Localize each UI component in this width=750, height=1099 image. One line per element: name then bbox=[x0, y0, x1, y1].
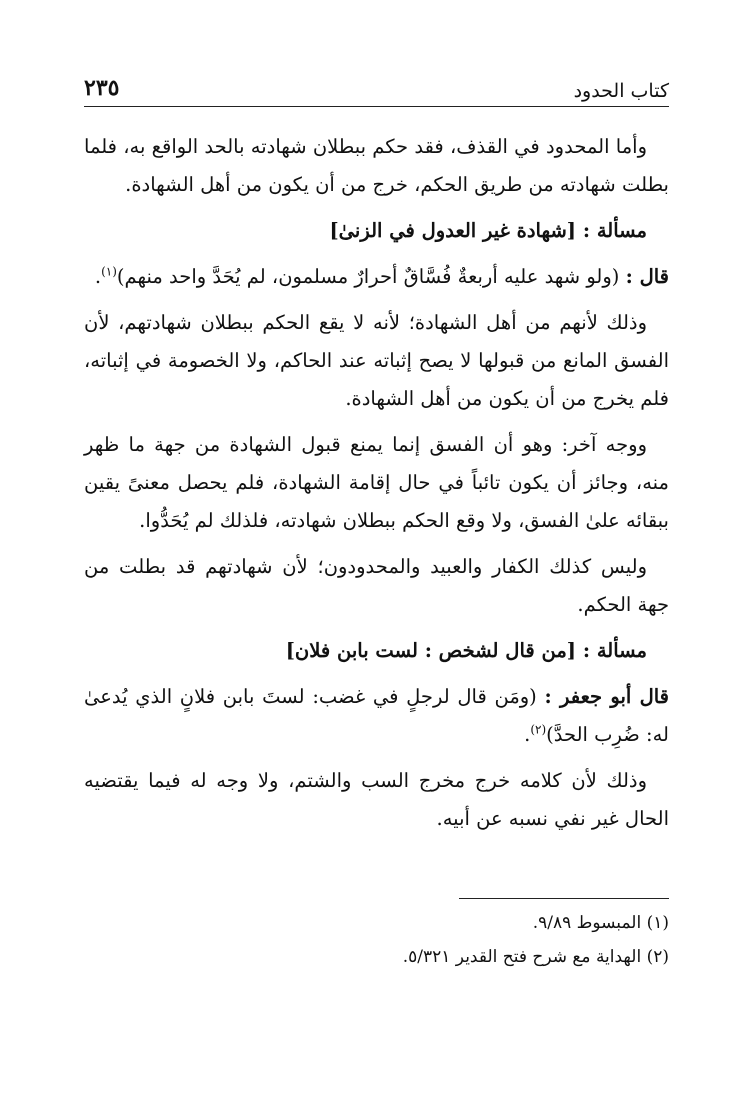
footnote-divider bbox=[459, 898, 669, 899]
issue-label: مسألة : bbox=[582, 639, 647, 662]
issue-title: [شهادة غير العدول في الزنىٰ] bbox=[329, 219, 577, 242]
issue-label: مسألة : bbox=[582, 219, 647, 242]
footnote-1: (١) المبسوط ٩/٨٩. bbox=[532, 913, 669, 933]
page-number: ٢٣٥ bbox=[84, 75, 120, 101]
paragraph-1: وأما المحدود في القذف، فقد حكم ببطلان شهادته بالحد الواقع به، فلما بطلت شهادته من طريق الحكم، خرج من أن يكون من أهل الشهادة. bbox=[84, 135, 669, 196]
paragraph-3: ووجه آخر: وهو أن الفسق إنما يمنع قبول الشهادة من جهة ما ظهر منه، وجائز أن يكون تائباً في حال إقامة الشهادة، فلم يحصل معنىً يقين ببقائه علىٰ الفسق، ولا وقع الحكم ببطلان شهادته، فلذلك لم يُحَدُّوا. bbox=[84, 433, 669, 532]
quote-end: . bbox=[94, 265, 102, 288]
quote-text: (ومَن قال لرجلٍ في غضب: لستَ بابن فلانٍ الذي يُدعىٰ له: ضُرِب الحدَّ) bbox=[84, 685, 669, 746]
quote-2 bbox=[84, 678, 669, 754]
quote-1 bbox=[84, 258, 669, 296]
footnotes bbox=[84, 906, 669, 974]
footnote-ref-1: (١) bbox=[101, 264, 117, 279]
footnote-2: (٢) الهداية مع شرح فتح القدير ٥/٣٢١. bbox=[402, 947, 669, 967]
issue-heading-1 bbox=[84, 212, 669, 250]
paragraph-4: وليس كذلك الكفار والعبيد والمحدودون؛ لأن شهادتهم قد بطلت من جهة الحكم. bbox=[84, 555, 669, 616]
issue-title: [من قال لشخص : لست بابن فلان] bbox=[285, 639, 577, 662]
paragraph-2: وذلك لأنهم من أهل الشهادة؛ لأنه لا يقع الحكم ببطلان شهادتهم، لأن الفسق المانع من قبولها لا يصح إثباته عند الحاكم، ولا الخصومة في إثباته، فلم يخرج من أن يكون من أهل الشهادة. bbox=[84, 311, 669, 410]
quote-end: . bbox=[524, 723, 531, 746]
quote-text: (ولو شهد عليه أربعةٌ فُسَّاقٌ أحرارٌ مسلمون، لم يُحَدَّ واحد منهم) bbox=[116, 265, 620, 288]
running-header bbox=[84, 70, 669, 107]
issue-heading-2 bbox=[84, 632, 669, 670]
book-title: كتاب الحدود bbox=[573, 80, 669, 102]
quote-speaker: قال : bbox=[625, 265, 669, 288]
book-page bbox=[84, 0, 669, 1099]
body-text bbox=[84, 128, 669, 846]
quote-speaker: قال أبو جعفر : bbox=[544, 685, 670, 708]
paragraph-5: وذلك لأن كلامه خرج مخرج السب والشتم، ولا وجه له فيما يقتضيه الحال غير نفي نسبه عن أبيه. bbox=[84, 769, 669, 830]
footnote-ref-2: (٢) bbox=[530, 722, 547, 737]
